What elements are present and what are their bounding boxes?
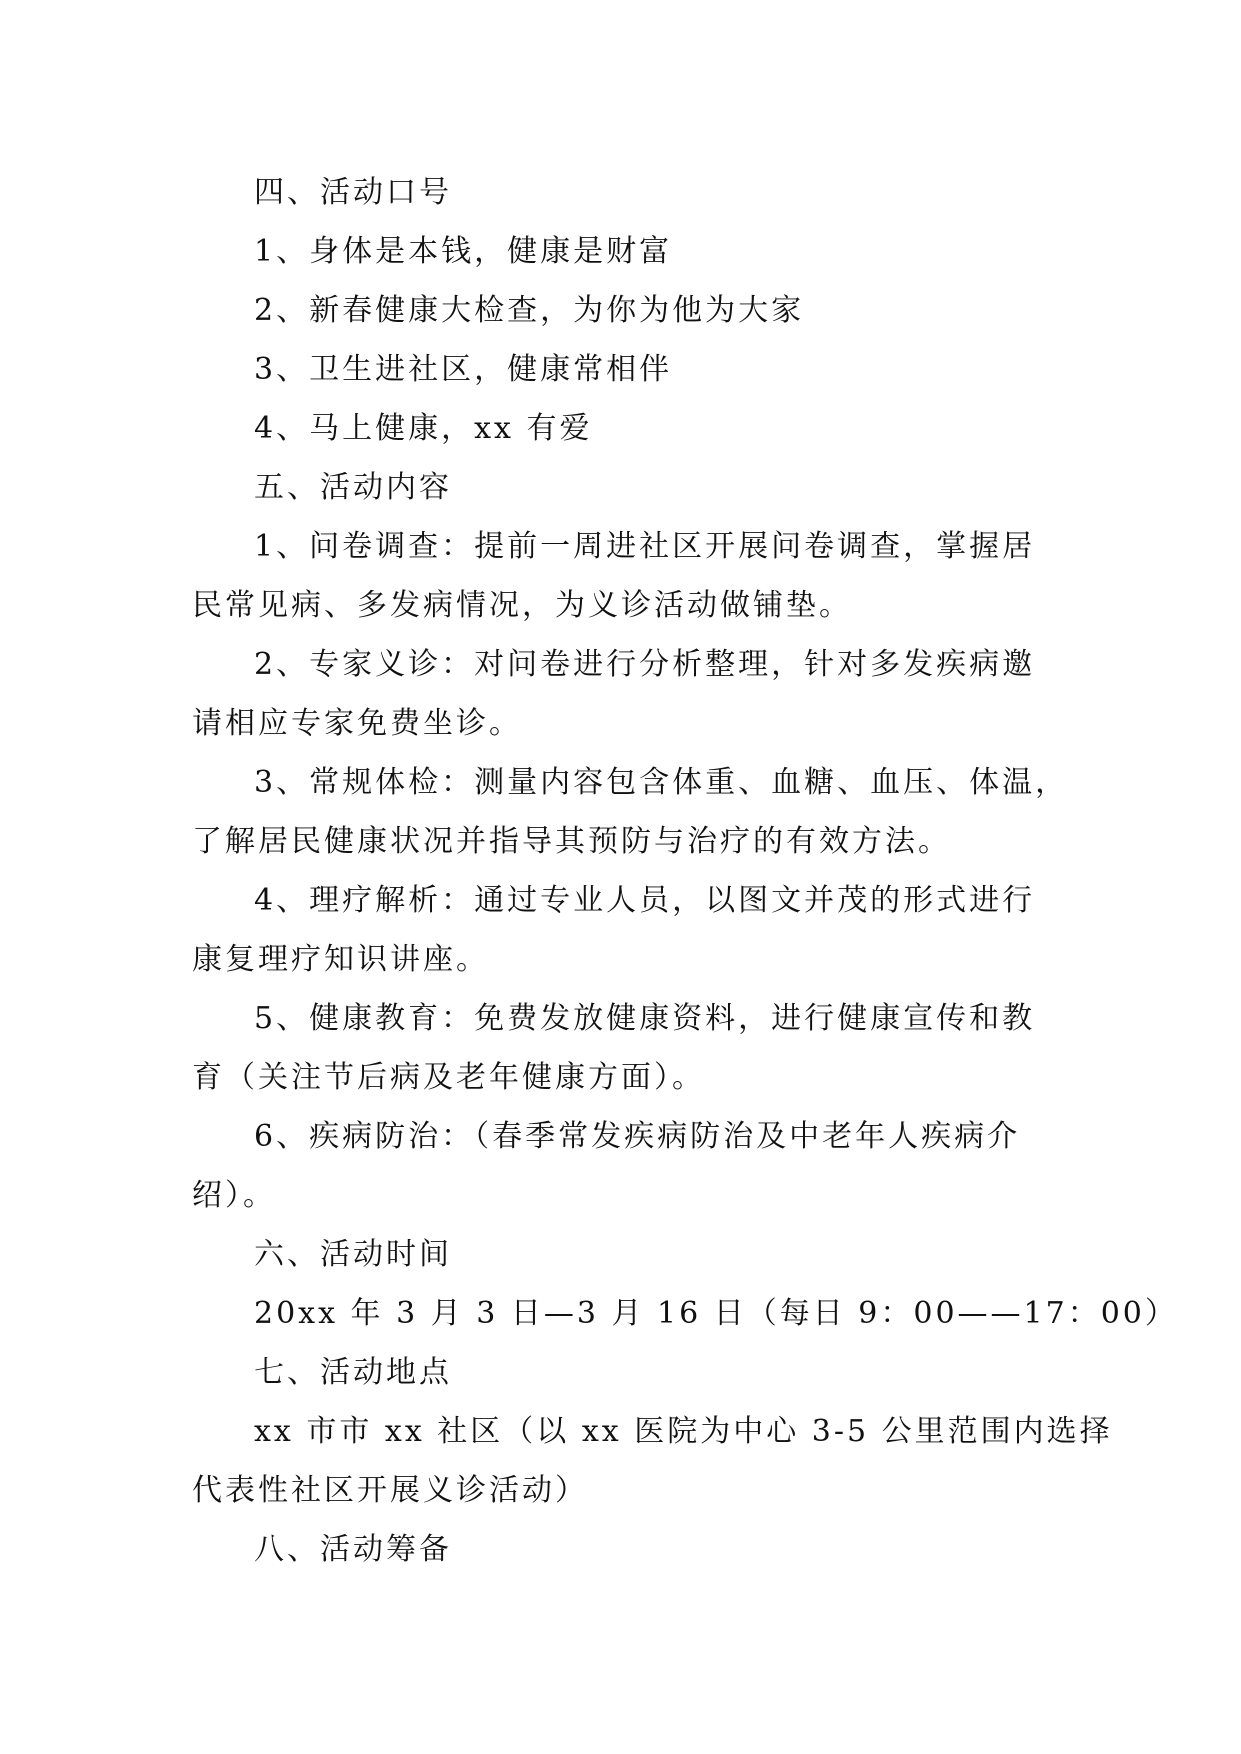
content-item-6-line-1: 6、疾病防治：（春季常发疾病防治及中老年人疾病介 xyxy=(254,1119,1021,1154)
content-item-2-line-1: 2、专家义诊：对问卷进行分析整理，针对多发疾病邀 xyxy=(254,647,1036,682)
section-heading-location: 七、活动地点 xyxy=(254,1355,452,1390)
location-line-1: xx 市市 xx 社区（以 xx 医院为中心 3-5 公里范围内选择 xyxy=(254,1414,1113,1449)
slogan-item-4: 4、马上健康，xx 有爱 xyxy=(254,411,593,446)
slogan-item-1: 1、身体是本钱，健康是财富 xyxy=(254,234,673,269)
content-item-3-line-2: 了解居民健康状况并指导其预防与治疗的有效方法。 xyxy=(192,824,951,859)
activity-time-text: 20xx 年 3 月 3 日—3 月 16 日（每日 9：00——17：00） xyxy=(254,1296,1178,1331)
content-item-3-line-1: 3、常规体检：测量内容包含体重、血糖、血压、体温， xyxy=(254,765,1069,800)
content-item-6-line-2: 绍）。 xyxy=(192,1178,276,1213)
content-item-5-line-1: 5、健康教育：免费发放健康资料，进行健康宣传和教 xyxy=(254,1001,1036,1036)
content-item-1-line-2: 民常见病、多发病情况，为义诊活动做铺垫。 xyxy=(192,588,852,623)
section-heading-preparation: 八、活动筹备 xyxy=(254,1532,452,1567)
content-item-4-line-2: 康复理疗知识讲座。 xyxy=(192,942,489,977)
section-heading-time: 六、活动时间 xyxy=(254,1237,452,1272)
document-body xyxy=(192,163,1178,1579)
slogan-item-3: 3、卫生进社区，健康常相伴 xyxy=(254,352,673,387)
content-item-1-line-1: 1、问卷调查：提前一周进社区开展问卷调查，掌握居 xyxy=(254,529,1036,564)
section-heading-slogan: 四、活动口号 xyxy=(254,175,452,210)
content-item-5-line-2: 育（关注节后病及老年健康方面）。 xyxy=(192,1060,705,1095)
slogan-item-2: 2、新春健康大检查，为你为他为大家 xyxy=(254,293,805,328)
section-heading-content: 五、活动内容 xyxy=(254,470,452,505)
content-item-2-line-2: 请相应专家免费坐诊。 xyxy=(192,706,522,741)
content-item-4-line-1: 4、理疗解析：通过专业人员，以图文并茂的形式进行 xyxy=(254,883,1036,918)
location-line-2: 代表性社区开展义诊活动） xyxy=(192,1473,588,1508)
